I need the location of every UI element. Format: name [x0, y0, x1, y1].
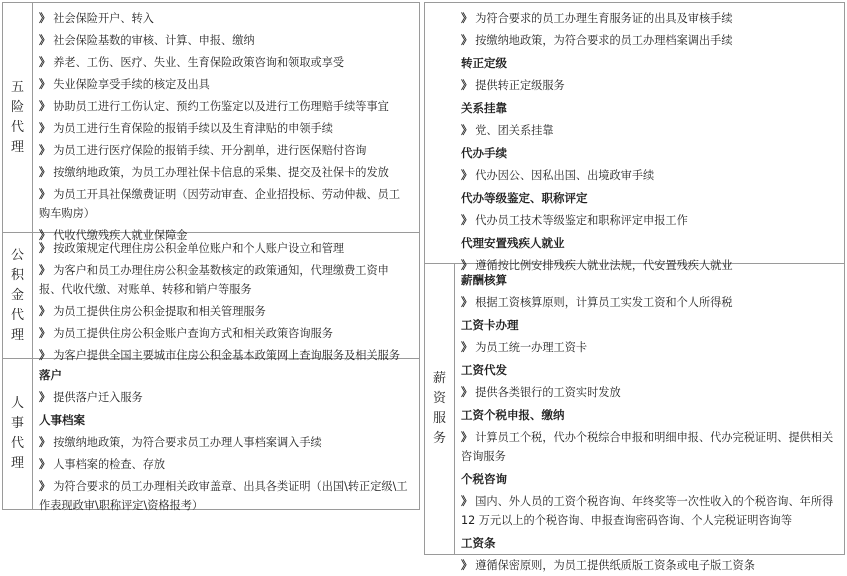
- group-heading: 工资代发: [461, 362, 507, 377]
- bullet-icon: 》: [39, 348, 51, 362]
- section-salary-service: [425, 264, 844, 572]
- list-item: 》 根据工资核算原则，计算员工实发工资和个人所得税: [461, 295, 733, 309]
- bullet-icon: 》: [39, 390, 51, 404]
- section-personnel-continued: [425, 3, 844, 272]
- section-label: 人事代理: [3, 359, 33, 509]
- bullet-icon: 》: [39, 479, 51, 493]
- group-heading: 工资卡办理: [461, 317, 519, 332]
- bullet-icon: 》: [39, 33, 51, 47]
- list-item: 》 社会保险基数的审核、计算、申报、缴纳: [39, 33, 255, 47]
- bullet-icon: 》: [461, 11, 473, 25]
- group-heading: 代办手续: [461, 145, 507, 160]
- list-item: 》 按缴纳地政策，为员工办理社保卡信息的采集、提交及社保卡的发放: [39, 165, 389, 179]
- section-personnel-agency: [3, 359, 419, 512]
- bullet-icon: 》: [461, 340, 473, 354]
- item-list: [39, 7, 411, 246]
- list-item: 》 遵循按比例安排残疾人就业法规，代安置残疾人就业: [461, 258, 733, 272]
- list-item: 》 按政策规定代理住房公积金单位账户和个人账户设立和管理: [39, 241, 345, 255]
- list-item: 》 养老、工伤、医疗、失业、生育保险政策咨询和领取或享受: [39, 55, 345, 69]
- list-item: 》 提供各类银行的工资实时发放: [461, 385, 621, 399]
- section-five-insurance: [3, 3, 419, 242]
- list-item: 》 为客户和员工办理住房公积金基数核定的政策通知，代理缴费工资申报、代收代缴、对账单、转移和销户等服务: [39, 263, 389, 296]
- bullet-icon: 》: [39, 263, 51, 277]
- list-item: 》 计算员工个税，代办个税综合申报和明细申报、代办完税证明、提供相关咨询服务: [461, 430, 834, 463]
- bullet-icon: 》: [461, 385, 473, 399]
- bullet-icon: 》: [461, 33, 473, 47]
- group-heading: 人事档案: [39, 412, 85, 427]
- list-item: 》 为符合要求的员工办理生育服务证的出具及审核手续: [461, 11, 733, 25]
- bullet-icon: 》: [39, 457, 51, 471]
- group-heading: 转正定级: [461, 55, 507, 70]
- list-item: 》 代收代缴残疾人就业保障金: [39, 228, 188, 242]
- bullet-icon: 》: [461, 494, 473, 508]
- list-item: 》 代办员工技术等级鉴定和职称评定申报工作: [461, 213, 688, 227]
- item-list: [461, 7, 836, 276]
- group-heading: 个税咨询: [461, 471, 507, 486]
- bullet-icon: 》: [39, 304, 51, 318]
- list-item: 》 为员工进行生育保险的报销手续以及生育津贴的申领手续: [39, 121, 333, 135]
- bullet-icon: 》: [461, 430, 473, 444]
- bullet-icon: 》: [461, 295, 473, 309]
- section-label: 公积金代理: [3, 233, 33, 358]
- list-item: 》 为员工统一办理工资卡: [461, 340, 588, 354]
- bullet-icon: 》: [39, 55, 51, 69]
- list-item: 》 按缴纳地政策，为符合要求员工办理人事档案调入手续: [39, 435, 322, 449]
- group-heading: 工资个税申报、缴纳: [461, 407, 565, 422]
- group-heading: 工资条: [461, 535, 496, 550]
- bullet-icon: 》: [461, 213, 473, 227]
- bullet-icon: 》: [39, 77, 51, 91]
- bullet-icon: 》: [39, 241, 51, 255]
- bullet-icon: 》: [39, 121, 51, 135]
- list-item: 》 为客户提供全国主要城市住房公积金基本政策网上查询服务及相关服务: [39, 348, 401, 362]
- list-item: 》 为符合要求的员工办理相关政审盖章、出具各类证明（出国\转正定级\工作表现政审\职称评定\资格报考）: [39, 479, 408, 512]
- list-item: 》 为员工提供住房公积金账户查询方式和相关政策咨询服务: [39, 326, 333, 340]
- bullet-icon: 》: [39, 228, 51, 242]
- bullet-icon: 》: [461, 123, 473, 137]
- list-item: 》 人事档案的检查、存放: [39, 457, 166, 471]
- list-item: 》 提供转正定级服务: [461, 78, 565, 92]
- bullet-icon: 》: [39, 11, 51, 25]
- bullet-icon: 》: [39, 326, 51, 340]
- list-item: 》 为员工开具社保缴费证明（因劳动审查、企业招投标、劳动仲裁、员工购车购房）: [39, 187, 401, 220]
- item-list: [461, 268, 836, 576]
- bullet-icon: 》: [461, 78, 473, 92]
- group-heading: 薪酬核算: [461, 272, 507, 287]
- list-item: 》 协助员工进行工伤认定、预约工伤鉴定以及进行工伤理赔手续等事宜: [39, 99, 389, 113]
- list-item: 》 国内、外人员的工资个税咨询、年终奖等一次性收入的个税咨询、年所得 12 万元以上的个税咨询、申报查询密码咨询、个人完税证明咨询等: [461, 494, 834, 527]
- list-item: 》 代办因公、因私出国、出境政审手续: [461, 168, 655, 182]
- section-label: 五险代理: [3, 3, 33, 232]
- left-service-table: [2, 2, 420, 510]
- group-heading: 落户: [39, 367, 62, 382]
- list-item: 》 遵循保密原则，为员工提供纸质版工资条或电子版工资条: [461, 558, 755, 572]
- bullet-icon: 》: [39, 187, 51, 201]
- bullet-icon: 》: [461, 168, 473, 182]
- list-item: 》 按缴纳地政策，为符合要求的员工办理档案调出手续: [461, 33, 733, 47]
- section-label: 薪资服务: [425, 264, 455, 554]
- group-heading: 代理安置残疾人就业: [461, 235, 565, 250]
- item-list: [39, 363, 411, 516]
- item-list: [39, 237, 411, 366]
- bullet-icon: 》: [461, 258, 473, 272]
- group-heading: 代办等级鉴定、职称评定: [461, 190, 588, 205]
- list-item: 》 为员工提供住房公积金提取和相关管理服务: [39, 304, 266, 318]
- list-item: 》 为员工进行医疗保险的报销手续、开分割单，进行医保赔付咨询: [39, 143, 367, 157]
- section-housing-fund: [3, 233, 419, 362]
- bullet-icon: 》: [39, 99, 51, 113]
- bullet-icon: 》: [39, 143, 51, 157]
- list-item: 》 提供落户迁入服务: [39, 390, 143, 404]
- bullet-icon: 》: [39, 165, 51, 179]
- list-item: 》 失业保险享受手续的核定及出具: [39, 77, 210, 91]
- bullet-icon: 》: [39, 435, 51, 449]
- list-item: 》 社会保险开户、转入: [39, 11, 154, 25]
- right-service-table: [424, 2, 845, 572]
- bullet-icon: 》: [461, 558, 473, 572]
- list-item: 》 党、团关系挂靠: [461, 123, 554, 137]
- group-heading: 关系挂靠: [461, 100, 507, 115]
